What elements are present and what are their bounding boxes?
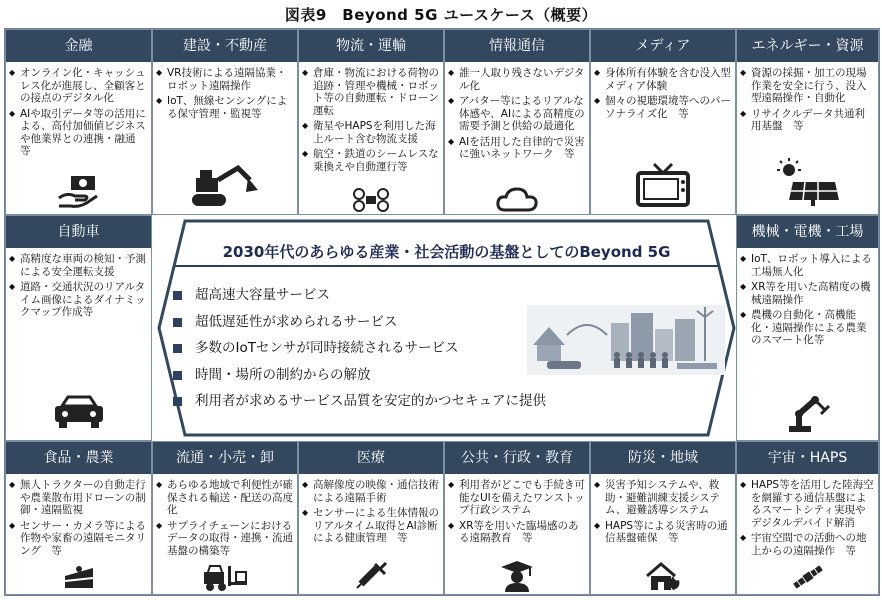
list-item: ◆ HAPS等による災害時の通信基盤確保 等: [594, 520, 732, 545]
figure-title: 図表9 Beyond 5G ユースケース（概要）: [284, 6, 598, 24]
list-item: ◆ サプライチェーンにおけるデータの取得・連携・流通基盤の構築等: [156, 520, 294, 558]
item-list: [594, 479, 732, 545]
cell-energy: [736, 29, 879, 215]
forklift-icon: [200, 564, 250, 592]
cloud-icon: [495, 186, 539, 212]
cell-disaster: [590, 441, 736, 595]
list-item: ◆ AIを活用した自律的で災害に強いネットワーク 等: [448, 136, 586, 161]
list-item: ◆ 道路・交通状況のリアルタイム画像によるダイナミックマップ作成等: [9, 281, 148, 319]
cell-header: 流通・小売・卸: [153, 442, 297, 474]
cell-food: [5, 441, 152, 595]
item-list: [594, 67, 732, 120]
item-list: [156, 479, 294, 557]
list-item: ◆ 衛星やHAPSを利用した海上ルート含む物流支援: [302, 120, 440, 145]
solar-panel-icon: [775, 158, 841, 208]
list-item: ◆ 高精度な車両の検知・予測による安全運転支援: [9, 253, 148, 278]
list-item: ◆ オンライン化・キャッシュレス化が進展し、全顧客との接点のデジタル化: [9, 67, 148, 105]
list-item: ◆ 倉庫・物流における荷物の追跡・管理や機械・ロボット等の自動運転・ドローン運転: [302, 67, 440, 117]
tv-icon: [636, 162, 690, 208]
list-item: ◆ 誰一人取り残さないデジタル化: [448, 67, 586, 92]
item-list: [740, 253, 875, 347]
cell-header: メディア: [591, 30, 735, 62]
cell-header: 建設・不動産: [153, 30, 297, 62]
list-item: ◆ 身体所有体験を含む没入型メディア体験: [594, 67, 732, 92]
item-list: [740, 479, 875, 557]
item-list: [302, 479, 440, 545]
service-item: 時間・場所の制約からの解放: [173, 362, 546, 389]
cell-header: 物流・運輸: [299, 30, 443, 62]
list-item: ◆ 航空・鉄道のシームレスな乗換えや自動運行等: [302, 148, 440, 173]
cell-media: [590, 29, 736, 215]
list-item: ◆ リサイクルデータ共通利用基盤 等: [740, 108, 875, 133]
list-item: ◆ センサーによる生体情報のリアルタイム取得とAI診断による健康管理 等: [302, 507, 440, 545]
cell-logistics: [298, 29, 444, 215]
list-item: ◆ 利用者がどこでも手続き可能なUIを備えたワンストップ行政システム: [448, 479, 586, 517]
list-item: ◆ IoT、無線センシングによる保守管理・監視等: [156, 95, 294, 120]
cell-header: エネルギー・資源: [737, 30, 878, 62]
cell-space: [736, 441, 879, 595]
item-list: [448, 67, 586, 161]
graduate-icon: [499, 560, 535, 592]
cell-header: 医療: [299, 442, 443, 474]
money-hand-icon: [57, 174, 101, 210]
service-item: 多数のIoTセンサが同時接続されるサービス: [173, 335, 546, 362]
drone-icon: [351, 188, 391, 212]
item-list: [9, 253, 148, 319]
list-item: ◆ AIや取引データ等の活用による、高付加価値ビジネスや他業界との連携・融通 等: [9, 108, 148, 158]
cell-header: 公共・行政・教育: [445, 442, 589, 474]
list-item: ◆ 資源の採掘・加工の現場作業を安全に行う、没入型遠隔操作・自動化: [740, 67, 875, 105]
syringe-icon: [353, 562, 389, 592]
service-list: [173, 282, 546, 415]
item-list: [9, 67, 148, 158]
cell-header: 金融: [6, 30, 151, 62]
excavator-icon: [190, 164, 260, 208]
list-item: ◆ VR技術による遠隔協業・ロボット遠隔操作: [156, 67, 294, 92]
item-list: [448, 479, 586, 545]
cell-medical: [298, 441, 444, 595]
service-item: 超低遅延性が求められるサービス: [173, 309, 546, 336]
item-list: [9, 479, 148, 557]
cell-header: 情報通信: [445, 30, 589, 62]
list-item: ◆ 無人トラクターの自動走行や農業散布用ドローンの制御・遠隔監視: [9, 479, 148, 517]
cell-header: 食品・農業: [6, 442, 151, 474]
list-item: ◆ 災害予知システムや、救助・避難訓練支援システム、避難誘導システム: [594, 479, 732, 517]
list-item: ◆ 宇宙空間での活動への地上からの遠隔操作 等: [740, 532, 875, 557]
cell-retail: [152, 441, 298, 595]
house-fire-icon: [645, 560, 681, 592]
list-item: ◆ アバター等によるリアルな体感や、AIによる高精度の需要予測と供給の最適化: [448, 95, 586, 133]
service-item: 利用者が求めるサービス品質を安定的かつセキュアに提供: [173, 388, 546, 415]
list-item: ◆ センサー・カメラ等による作物や家畜の遠隔モニタリング 等: [9, 520, 148, 558]
robot-arm-icon: [785, 392, 831, 434]
center-panel: [155, 215, 738, 441]
item-list: [302, 67, 440, 173]
city-people-illustration: [527, 305, 725, 379]
cell-header: 宇宙・HAPS: [737, 442, 878, 474]
list-item: ◆ XR等を用いた高精度の機械遠隔操作: [740, 281, 875, 306]
item-list: [740, 67, 875, 133]
list-item: ◆ あらゆる地域で利便性が確保される輸送・配送の高度化: [156, 479, 294, 517]
item-list: [156, 67, 294, 120]
use-case-grid: [4, 28, 880, 596]
title-underline: [175, 265, 718, 267]
list-item: ◆ XR等を用いた臨場感のある遠隔教育 等: [448, 520, 586, 545]
cell-automotive: [5, 215, 152, 441]
cell-header: 機械・電機・工場: [737, 216, 878, 248]
list-item: ◆ 個々の視聴環境等へのパーソナライズ化 等: [594, 95, 732, 120]
list-item: ◆ HAPS等を活用した陸海空を網羅する通信基盤によるスマートシティ実現やデジタルデバイド解消: [740, 479, 875, 529]
list-item: ◆ IoT、ロボット導入による工場無人化: [740, 253, 875, 278]
center-title: 2030年代のあらゆる産業・社会活動の基盤としてのBeyond 5G: [222, 243, 671, 261]
cell-header: 防災・地域: [591, 442, 735, 474]
cell-telecom: [444, 29, 590, 215]
cell-construction: [152, 29, 298, 215]
cell-machinery: [736, 215, 879, 441]
satellite-icon: [790, 562, 826, 592]
list-item: ◆ 農機の自動化・高機能化・遠隔操作による農業のスマート化等: [740, 309, 875, 347]
list-item: ◆ 高解像度の映像・通信技術による遠隔手術: [302, 479, 440, 504]
cell-public: [444, 441, 590, 595]
cell-header: 自動車: [6, 216, 151, 248]
cell-finance: [5, 29, 152, 215]
service-item: 超高速大容量サービス: [173, 282, 546, 309]
cake-icon: [61, 564, 97, 592]
car-icon: [52, 394, 106, 430]
